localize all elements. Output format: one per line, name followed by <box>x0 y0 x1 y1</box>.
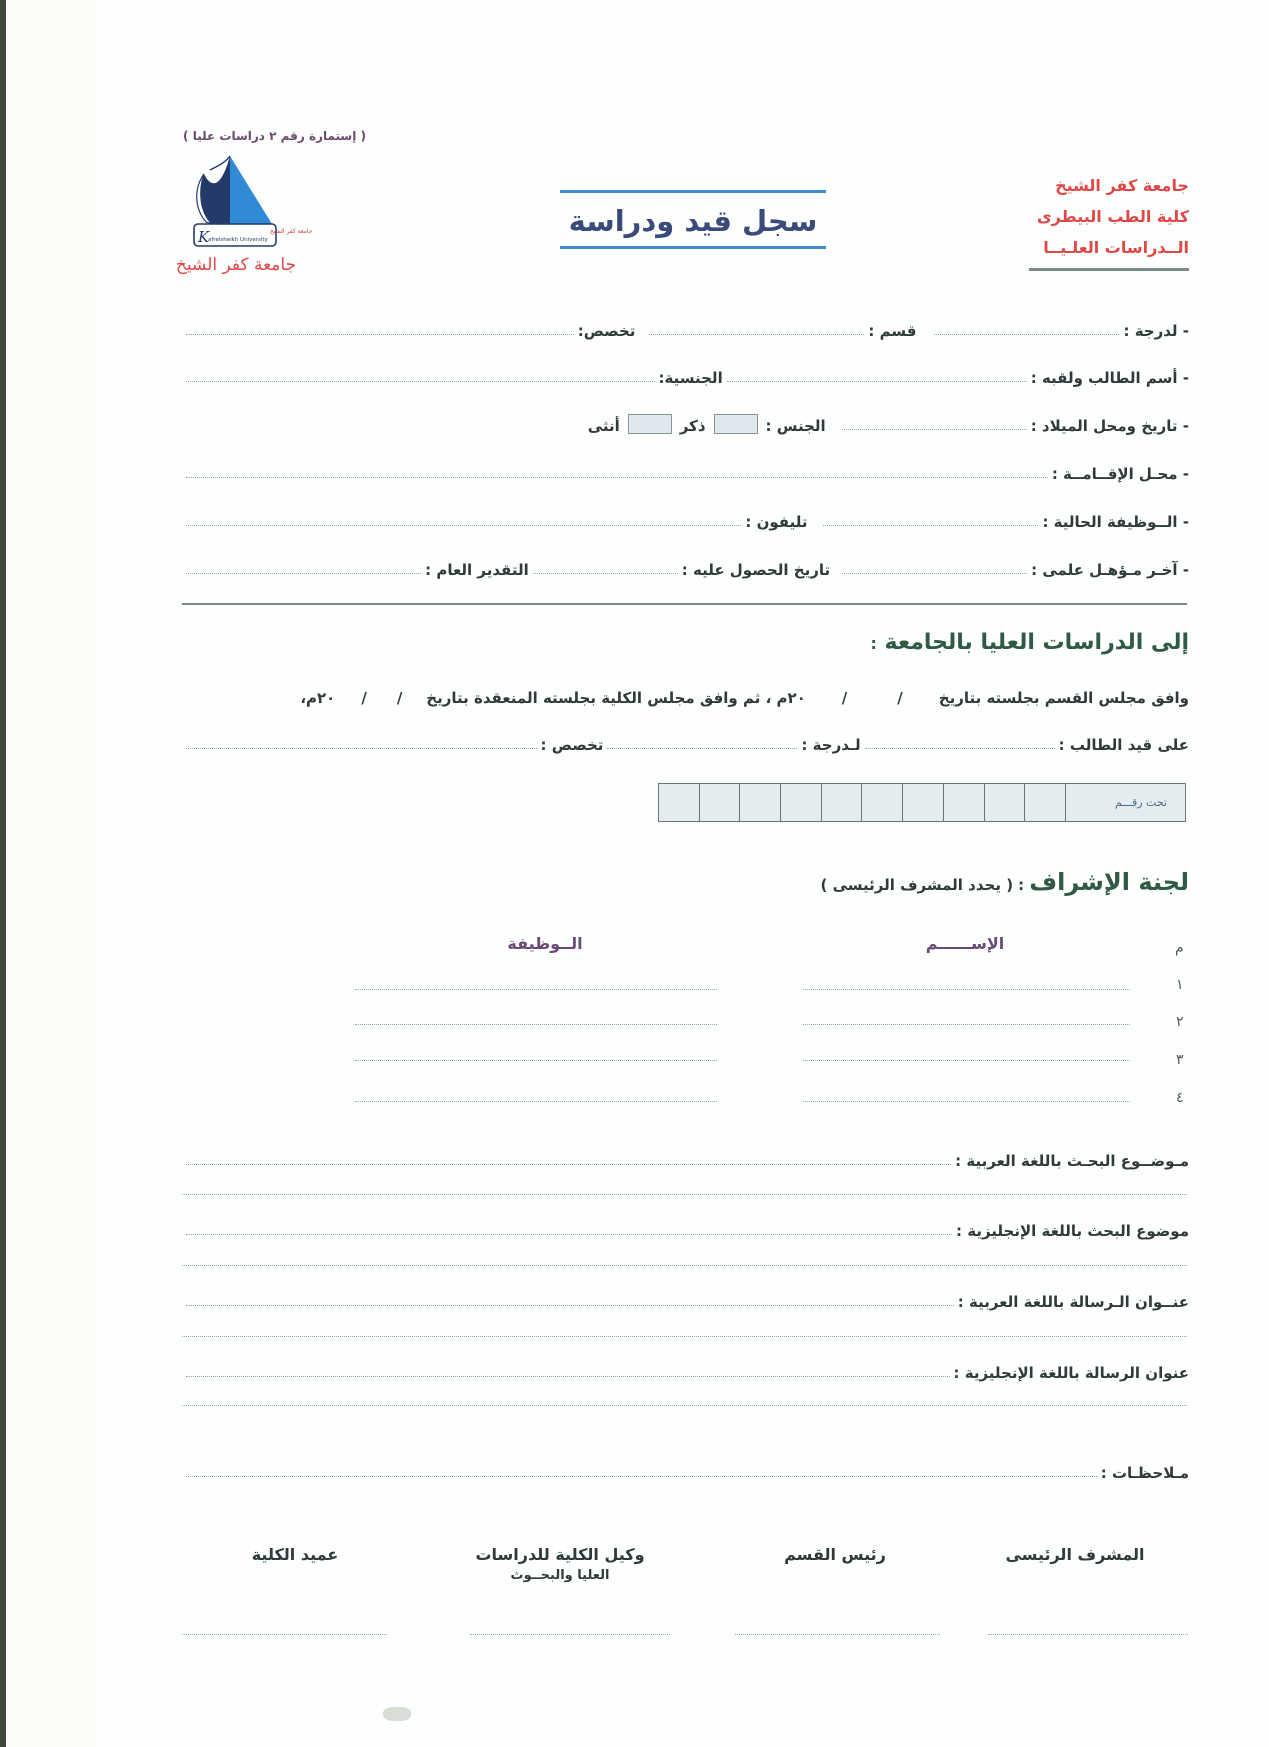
svg-text:afrelsheikh University: afrelsheikh University <box>208 237 268 243</box>
female-label: أنثى <box>587 417 620 435</box>
committee-row-number: ٣ <box>1176 1052 1184 1068</box>
svg-text:جامعة كفر الشيخ: جامعة كفر الشيخ <box>175 255 297 275</box>
student-name-field[interactable] <box>727 380 1027 382</box>
number-cell[interactable] <box>780 784 821 821</box>
svg-text:جامعة كفر الشيخ: جامعة كفر الشيخ <box>270 228 313 235</box>
notes-field[interactable] <box>186 1475 1097 1477</box>
vice-dean-signature-sublabel: العليا والبحــوث <box>510 1568 610 1583</box>
col-name-header: الإســــــم <box>925 934 1005 953</box>
thesis-english-label: عنوان الرسالة باللغة الإنجليزية : <box>953 1364 1189 1382</box>
faculty-council-text: ٢٠م ، ثم وافق مجلس الكلية بجلسته المنعقدة بتاريخ <box>426 689 806 707</box>
qualification-field[interactable] <box>842 572 1027 574</box>
committee-colon: : <box>1018 876 1025 894</box>
scan-margin <box>6 0 96 1747</box>
gender-label: الجنس : <box>765 417 826 435</box>
title-rule-top <box>560 190 826 193</box>
committee-row-number: ٢ <box>1176 1014 1184 1030</box>
row-notes <box>182 1458 1189 1484</box>
institution-block <box>969 170 1189 263</box>
birth-label: - تاريخ ومحل الميلاد : <box>1030 417 1189 435</box>
number-cell[interactable] <box>699 784 740 821</box>
qualification-label: - آخـر مـؤهـل علمى : <box>1031 561 1189 579</box>
col-job-header: الــوظيفة <box>507 934 583 953</box>
number-cell[interactable] <box>943 784 984 821</box>
male-checkbox[interactable] <box>714 414 758 434</box>
number-cell[interactable] <box>739 784 780 821</box>
specialization-field[interactable] <box>186 333 574 335</box>
phone-field[interactable] <box>186 524 741 526</box>
row-qualification <box>182 555 1189 581</box>
thesis-arabic-field-2[interactable] <box>182 1335 1187 1337</box>
department-name: الــدراسات العلـيــا <box>1043 238 1189 257</box>
current-job-label: - الــوظيفة الحالية : <box>1042 513 1189 531</box>
number-cell[interactable] <box>902 784 943 821</box>
topic-english-field-2[interactable] <box>182 1264 1187 1266</box>
row-topic-ar <box>182 1146 1189 1172</box>
thesis-arabic-label: عنــوان الـرسالة باللغة العربية : <box>957 1293 1189 1311</box>
topic-arabic-field[interactable] <box>186 1163 951 1165</box>
dean-signature-line[interactable] <box>182 1633 387 1635</box>
row-council-approval <box>182 683 1189 709</box>
faculty-name: كلية الطب البيطرى <box>1037 207 1189 226</box>
section-field[interactable] <box>649 333 864 335</box>
committee-job-field[interactable] <box>355 1023 717 1025</box>
row-thesis-en <box>182 1358 1189 1384</box>
committee-job-field[interactable] <box>355 988 717 990</box>
sailboat-logo-icon <box>175 152 313 282</box>
row-birth <box>182 411 1189 437</box>
student-name-label: - أسم الطالب ولقبه : <box>1030 369 1189 387</box>
date-slash-1: / <box>897 689 903 707</box>
topic-arabic-field-2[interactable] <box>182 1193 1187 1195</box>
date-slash-2: / <box>841 689 848 707</box>
approval-specialization-label: تخصص : <box>540 736 604 754</box>
number-cell[interactable] <box>1024 784 1065 821</box>
committee-row-number: ١ <box>1176 977 1184 993</box>
registration-number-label: تحت رقـــم <box>1065 784 1185 821</box>
institution-underline <box>1029 268 1189 271</box>
topic-english-label: موضوع البحث باللغة الإنجليزية : <box>956 1222 1189 1240</box>
date-slash-4: / <box>361 689 367 707</box>
date-obtained-field[interactable] <box>533 572 678 574</box>
notes-label: مـلاحظـات : <box>1100 1464 1189 1482</box>
form-title-block <box>560 190 826 252</box>
enroll-field[interactable] <box>865 747 1055 749</box>
committee-row-number: ٤ <box>1176 1090 1184 1106</box>
dept-head-signature-label: رئيس القسم <box>784 1545 886 1564</box>
topic-arabic-label: مـوضــوع البحـث باللغة العربية : <box>955 1152 1189 1170</box>
vice-dean-signature-line[interactable] <box>470 1633 670 1635</box>
main-supervisor-signature-label: المشرف الرئيسى <box>1005 1545 1145 1564</box>
form-number: ( إستمارة رقم ٢ دراسات عليا ) <box>183 129 366 143</box>
registration-number-grid <box>658 783 1186 822</box>
section-divider <box>182 603 1187 605</box>
approval-heading-text: إلى الدراسات العليا بالجامعة <box>884 630 1189 655</box>
approval-heading-colon: : <box>870 634 877 653</box>
committee-name-field[interactable] <box>803 1059 1130 1061</box>
form-title: سجل قيد ودراسة <box>568 204 818 238</box>
university-name: جامعة كفر الشيخ <box>1055 176 1189 195</box>
dept-head-signature-line[interactable] <box>735 1633 940 1635</box>
residence-label: - محـل الإقــامــة : <box>1051 465 1189 483</box>
current-job-field[interactable] <box>823 524 1038 526</box>
female-checkbox[interactable] <box>628 414 672 434</box>
row-degree <box>182 316 1189 342</box>
male-label: ذكر <box>679 417 706 435</box>
number-cell[interactable] <box>984 784 1025 821</box>
grade-label: التقدير العام : <box>425 561 529 579</box>
committee-name-field[interactable] <box>803 1100 1130 1102</box>
committee-heading <box>821 868 1190 896</box>
university-logo <box>175 152 313 282</box>
number-cell[interactable] <box>659 784 699 821</box>
vice-dean-signature-label: وكيل الكلية للدراسات <box>475 1545 645 1564</box>
phone-label: تليفون : <box>745 513 808 531</box>
main-supervisor-signature-line[interactable] <box>988 1633 1188 1635</box>
degree-field[interactable] <box>934 333 1119 335</box>
row-name <box>182 363 1189 389</box>
section-label: قسم : <box>868 322 917 340</box>
committee-title: لجنة الإشراف <box>1029 868 1189 896</box>
approval-degree-label: لـدرجة : <box>801 736 861 754</box>
approval-specialization-field[interactable] <box>186 747 537 749</box>
residence-field[interactable] <box>186 476 1048 478</box>
committee-job-field[interactable] <box>355 1059 717 1061</box>
thesis-english-field[interactable] <box>186 1375 950 1377</box>
committee-job-field[interactable] <box>355 1100 717 1102</box>
topic-english-field[interactable] <box>186 1233 952 1235</box>
committee-name-field[interactable] <box>803 988 1130 990</box>
date-obtained-label: تاريخ الحصول عليه : <box>681 561 831 579</box>
birth-field[interactable] <box>842 428 1027 430</box>
number-cell[interactable] <box>861 784 902 821</box>
committee-note: ( يحدد المشرف الرئيسى ) <box>820 876 1014 894</box>
number-cell[interactable] <box>821 784 862 821</box>
scan-smudge <box>383 1707 411 1721</box>
specialization-label: تخصص: <box>577 322 636 340</box>
date-slash-3: / <box>396 689 403 707</box>
approval-degree-field[interactable] <box>607 747 797 749</box>
grade-field[interactable] <box>186 572 421 574</box>
row-enroll <box>182 730 1189 756</box>
nationality-label: الجنسية: <box>658 369 723 387</box>
col-index-header: م <box>1175 940 1184 956</box>
row-topic-en <box>182 1216 1189 1242</box>
row-job <box>182 507 1189 533</box>
svg-text:K: K <box>198 228 210 246</box>
approval-heading <box>870 630 1189 655</box>
dean-signature-label: عميد الكلية <box>251 1545 339 1564</box>
row-thesis-ar <box>182 1287 1189 1313</box>
committee-name-field[interactable] <box>803 1023 1130 1025</box>
row-residence <box>182 459 1189 485</box>
degree-label: - لدرجة : <box>1123 322 1189 340</box>
thesis-arabic-field[interactable] <box>186 1304 954 1306</box>
enroll-label: على قيد الطالب : <box>1058 736 1189 754</box>
year-suffix-text: ٢٠م، <box>300 689 336 707</box>
nationality-field[interactable] <box>186 380 655 382</box>
dept-council-text: وافق مجلس القسم بجلسته بتاريخ <box>938 689 1189 707</box>
thesis-english-field-2[interactable] <box>182 1404 1187 1406</box>
title-rule-bottom <box>560 246 826 249</box>
